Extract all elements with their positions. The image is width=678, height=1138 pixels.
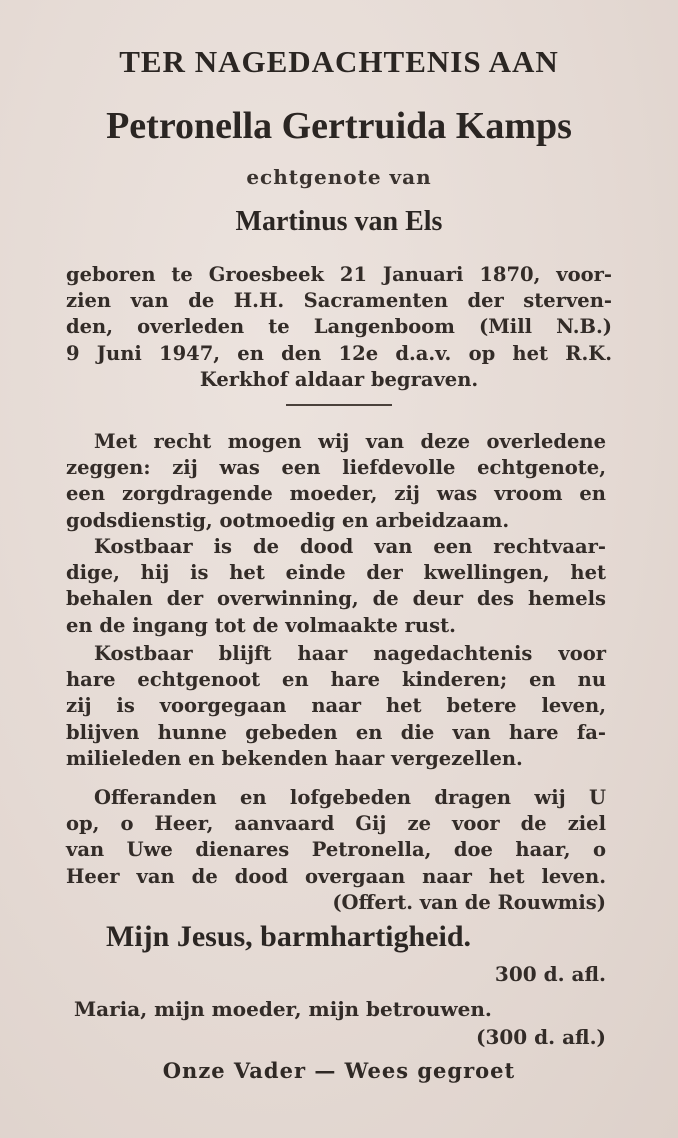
prayer-jesus: Mijn Jesus, barmhartigheid. [106, 920, 472, 953]
paragraph-line: behalen der overwinning, de deur des hemels [66, 587, 606, 611]
paragraph-3 [66, 641, 606, 772]
prayer-maria: Maria, mijn moeder, mijn betrouwen. [74, 997, 492, 1021]
biography-line: zien van de H.H. Sacramenten der sterven- [66, 289, 612, 313]
biography-line: 9 Juni 1947, en den 12e d.a.v. op het R.K. [66, 341, 612, 365]
paragraph-line: zeggen: zij was een liefdevolle echtgenote, [66, 456, 606, 480]
paragraph-line: en de ingang tot de volmaakte rust. [66, 613, 456, 637]
paragraph-line: zij is voorgegaan naar het betere leven, [66, 694, 606, 718]
paragraph-2 [66, 534, 606, 639]
card-heading: TER NAGEDACHTENIS AAN [119, 44, 559, 79]
source-citation: (Offert. van de Rouwmis) [332, 890, 606, 914]
spouse-relation: echtgenote van [246, 165, 432, 189]
paragraph-line: Met recht mogen wij van deze overledene [94, 430, 606, 453]
biography-line: geboren te Groesbeek 21 Januari 1870, voor- [66, 263, 612, 286]
divider [286, 404, 392, 406]
biography-line: Kerkhof aldaar begraven. [199, 367, 479, 391]
indulgence-maria: (300 d. afl.) [475, 1025, 606, 1049]
paragraph-line: blijven hunne gebeden en die van hare fa- [66, 720, 606, 744]
closing-prayers: Onze Vader — Wees gegroet [162, 1058, 516, 1083]
biography-line: den, overleden te Langenboom (Mill N.B.) [66, 315, 612, 339]
paragraph-1 [66, 429, 606, 534]
spouse-name: Martinus van Els [235, 206, 443, 237]
paragraph-line: Heer van de dood overgaan naar het leven. [66, 864, 606, 888]
paragraph-line: op, o Heer, aanvaard Gij ze voor de ziel [66, 812, 606, 836]
paragraph-line: Kostbaar is de dood van een rechtvaar- [94, 535, 606, 558]
paragraph-line: een zorgdragende moeder, zij was vroom en [66, 482, 606, 506]
paragraph-line: hare echtgenoot en hare kinderen; en nu [66, 668, 606, 692]
paragraph-line: van Uwe dienares Petronella, doe haar, o [66, 838, 606, 862]
paragraph-4 [66, 785, 606, 916]
indulgence-jesus: 300 d. afl. [494, 962, 606, 986]
paragraph-line: milieleden en bekenden haar vergezellen. [66, 746, 523, 770]
paragraph-line: godsdienstig, ootmoedig en arbeidzaam. [66, 508, 510, 532]
paragraph-line: Offeranden en lofgebeden dragen wij U [94, 786, 606, 809]
deceased-name: Petronella Gertruida Kamps [106, 105, 572, 147]
paragraph-line: Kostbaar blijft haar nagedachtenis voor [94, 642, 606, 665]
biography [66, 262, 612, 393]
paragraph-line: dige, hij is het einde der kwellingen, het [66, 561, 606, 585]
